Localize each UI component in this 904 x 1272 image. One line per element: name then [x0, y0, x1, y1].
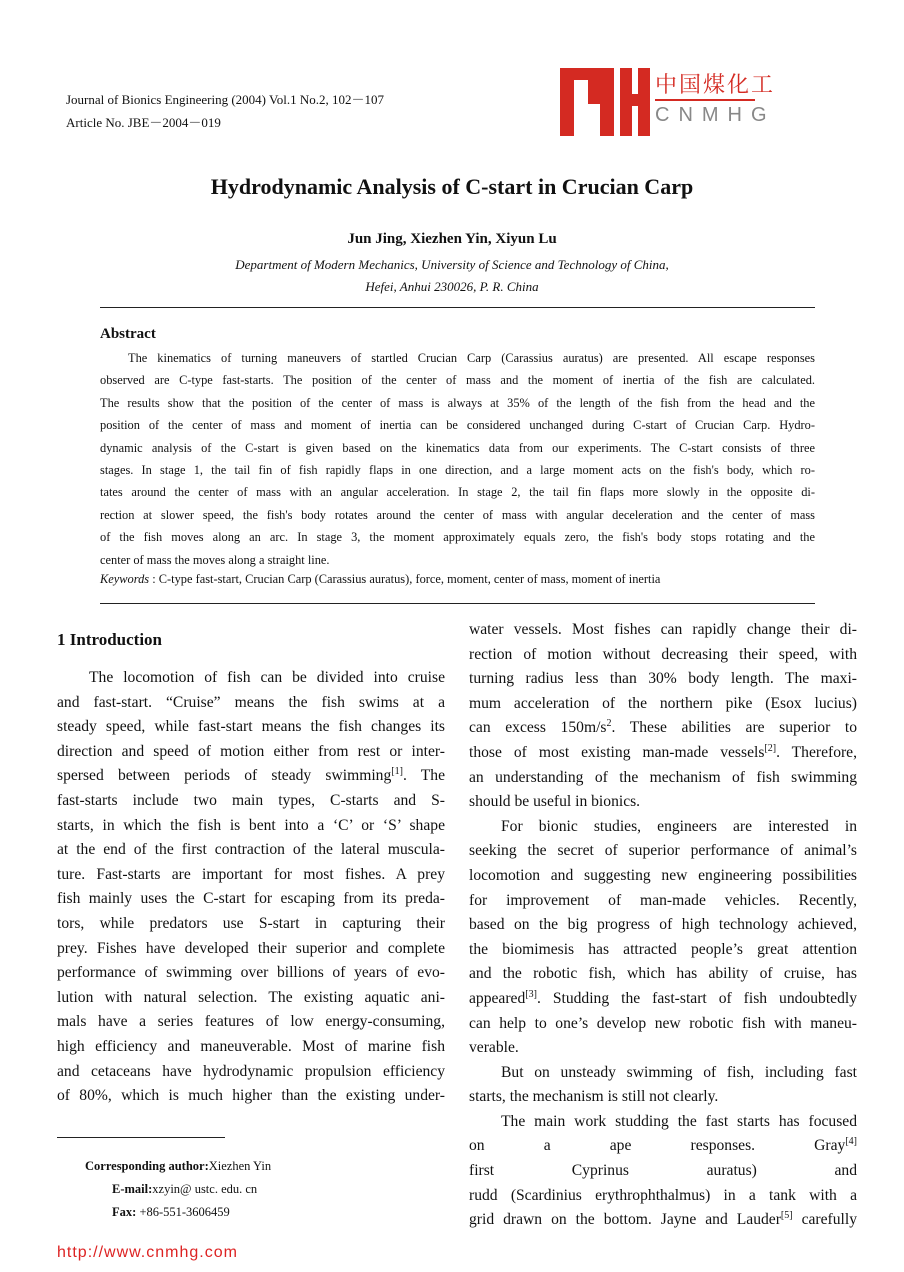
text-segment: starts, in which the fish is bent into a ‘C’ or ‘S’ shape: [57, 816, 445, 834]
text-segment: Cyprinus auratus) and: [571, 1162, 857, 1180]
fax-label: Fax:: [112, 1205, 137, 1219]
affiliation-line: Hefei, Anhui 230026, P. R. China: [365, 279, 539, 294]
keywords: [100, 572, 660, 587]
citation-superscript: [2]: [764, 742, 777, 754]
text-line: [57, 814, 445, 839]
text-segment: . Therefore,: [776, 743, 857, 761]
abstract-line: The kinematics of turning maneuvers of startled Crucian Carp (Carassius auratus) are presented. All escape responses: [128, 351, 815, 365]
text-segment: mum acceleration of the northern pike (Esox lucius): [469, 694, 857, 712]
article-number: Article No. JBE－2004－019: [66, 115, 221, 130]
email-label: E-mail:: [112, 1182, 153, 1196]
section-heading: 1 Introduction: [57, 630, 163, 649]
text-segment: on a: [469, 1137, 551, 1155]
citation-superscript: [5]: [780, 1210, 793, 1222]
text-line: [469, 938, 857, 963]
text-line: [57, 986, 445, 1011]
author-name: Xiezhen Yin: [208, 1159, 272, 1173]
text-segment: high efficiency and maneuverable. Most of marine fish: [57, 1037, 445, 1055]
authors: Jun Jing, Xiezhen Yin, Xiyun Lu: [347, 231, 557, 247]
text-line: [57, 715, 445, 740]
text-segment: mals have a series features of low energy-consuming,: [57, 1013, 445, 1031]
text-segment: seeking the secret of superior performance of animal’s: [469, 842, 857, 860]
text-segment: For bionic studies, engineers are interested in: [501, 817, 857, 835]
text-line: [469, 864, 857, 889]
text-line: [57, 912, 445, 937]
abstract-line: stages. In stage 1, the tail fin of fish rapidly flaps in one direction, and a large moment acts on the fish's body, which ro-: [100, 462, 815, 477]
cnmhg-logo: [560, 68, 860, 136]
text-segment: . These abilities are superior to: [611, 719, 857, 737]
text-line: [469, 839, 857, 864]
text-segment: appeared: [469, 989, 526, 1007]
text-segment: . The: [402, 767, 445, 785]
abstract-line: position of the center of mass and moment of inertia can be considered unchanged during C-start of Crucian Carp. Hydro-: [100, 418, 815, 433]
text-line: [469, 987, 857, 1012]
text-segment: fish mainly uses the C-start for escaping from its preda-: [57, 890, 445, 908]
text-line: [469, 913, 857, 938]
text-segment: for improvement of man-made vehicles. Recently,: [469, 891, 857, 909]
text-line: [469, 692, 857, 717]
text-line: [469, 1208, 857, 1233]
text-line: [57, 1060, 445, 1085]
text-segment: steady speed, while fast-start means the fish changes its: [57, 718, 445, 736]
text-segment: and fast-start. “Cruise” means the fish swims at a: [57, 693, 445, 711]
text-segment: spersed between periods of steady swimming: [57, 767, 392, 785]
text-segment: verable.: [469, 1039, 519, 1057]
text-segment: turning radius less than 30% body length. The maxi-: [469, 670, 857, 688]
abstract-line: dynamic analysis of the C-start is given based on the kinematics data from our experiments. The C-start consists of three: [100, 440, 815, 455]
text-line: [57, 1084, 445, 1109]
journal-citation: Journal of Bionics Engineering (2004) Vol.1 No.2, 102－107: [66, 92, 384, 107]
text-line: [469, 790, 857, 815]
text-segment: prey. Fishes have developed their superior and complete: [57, 939, 445, 957]
citation-superscript: [4]: [845, 1136, 857, 1148]
text-line: [469, 667, 857, 692]
text-segment: lution with natural selection. The existing aquatic ani-: [57, 988, 445, 1006]
divider: [100, 307, 815, 308]
abstract-line: center of mass the moves along a straight line.: [100, 552, 330, 567]
text-line: [57, 838, 445, 863]
text-segment: locomotion and suggesting new engineering possibilities: [469, 866, 857, 884]
text-line: [57, 863, 445, 888]
text-line: [469, 1134, 857, 1159]
text-line: [469, 766, 857, 791]
text-segment: The locomotion of fish can be divided into cruise: [89, 669, 445, 686]
citation-superscript: [1]: [391, 766, 403, 778]
text-segment: and cetaceans have hydrodynamic propulsion efficiency: [57, 1062, 445, 1080]
text-line: [57, 1035, 445, 1060]
text-line: [57, 789, 445, 814]
text-line: [57, 937, 445, 962]
text-segment: direction and speed of motion either from rest or inter-: [57, 742, 445, 760]
text-segment: water vessels. Most fishes can rapidly change their di-: [469, 621, 857, 638]
text-segment: carefully: [792, 1211, 857, 1229]
divider: [100, 603, 815, 604]
text-line: [469, 1159, 857, 1184]
text-segment: first: [469, 1162, 495, 1180]
text-line: [469, 1184, 857, 1209]
text-segment: the biomimesis has attracted people’s great attention: [469, 940, 857, 958]
text-line: [469, 1061, 857, 1086]
text-segment: But on unsteady swimming of fish, including fast: [501, 1063, 857, 1081]
text-line: [57, 764, 445, 789]
text-segment: The main work studding the fast starts has focused: [501, 1112, 857, 1130]
text-segment: can excess 150m/s: [469, 719, 607, 737]
text-segment: . Studding the fast-start of fish undoubtedly: [536, 989, 857, 1007]
text-line: [57, 740, 445, 765]
text-line: [469, 643, 857, 668]
watermark-url: http://www.cnmhg.com: [57, 1244, 238, 1261]
text-line: [469, 1085, 857, 1110]
text-line: [469, 1110, 857, 1135]
text-segment: rudd (Scardinius erythrophthalmus) in a tank with a: [469, 1186, 857, 1204]
abstract-line: observed are C-type fast-starts. The position of the center of mass and the moment of inertia of the fish are calculated.: [100, 373, 815, 388]
text-segment: can help to one’s develop new robotic fish with maneu-: [469, 1014, 857, 1032]
abstract-heading: Abstract: [100, 326, 156, 342]
text-segment: starts, the mechanism is still not clearly.: [469, 1088, 719, 1106]
footnote-rule: [57, 1137, 225, 1138]
text-segment: rection of motion without decreasing their speed, with: [469, 645, 857, 663]
text-line: [469, 618, 857, 643]
left-column: [57, 666, 445, 1109]
fax: +86-551-3606459: [139, 1205, 230, 1219]
text-segment: should be useful in bionics.: [469, 793, 641, 811]
text-line: [57, 666, 445, 691]
email: xzyin@ ustc. edu. cn: [152, 1182, 258, 1196]
keywords-text: : C-type fast-start, Crucian Carp (Carassius auratus), force, moment, center of mass, moment of inertia: [152, 572, 661, 586]
abstract-line: of the fish moves along an arc. In stage 3, the moment approximately equals zero, the fish's body stops rotating and the: [100, 530, 815, 545]
text-line: [469, 1012, 857, 1037]
author-label: Corresponding author:: [85, 1159, 209, 1173]
text-line: [469, 741, 857, 766]
right-column: [469, 618, 857, 1233]
text-segment: tors, while predators use S-start in capturing their: [57, 914, 445, 932]
text-segment: those of most existing man-made vessels: [469, 743, 765, 761]
text-line: [469, 962, 857, 987]
text-segment: at the end of the first contraction of the lateral muscula-: [57, 841, 445, 859]
footnote: [85, 1155, 271, 1224]
abstract-line: tates around the center of mass with an angular acceleration. In stage 2, the tail fin flaps more slowly in the opposite di-: [100, 485, 815, 500]
text-line: [57, 1010, 445, 1035]
abstract-line: The results show that the position of the center of mass is always at 35% of the length of the fish from the head and the: [100, 395, 815, 410]
paper-title: Hydrodynamic Analysis of C-start in Crucian Carp: [210, 174, 694, 199]
text-segment: grid drawn on the bottom. Jayne and Lauder: [469, 1211, 781, 1229]
affiliation-line: Department of Modern Mechanics, University of Science and Technology of China,: [235, 257, 669, 272]
text-line: [469, 815, 857, 840]
text-segment: an understanding of the mechanism of fish swimming: [469, 768, 857, 786]
keywords-label: Keywords: [100, 572, 150, 586]
text-segment: ape responses. Gray: [609, 1137, 846, 1155]
text-line: [469, 716, 857, 741]
text-segment: performance of swimming over billions of years of evo-: [57, 964, 445, 982]
text-line: [57, 961, 445, 986]
text-segment: fast-starts include two main types, C-starts and S-: [57, 791, 445, 809]
text-line: [57, 691, 445, 716]
logo-chinese-text: 中国煤化工: [655, 73, 776, 98]
text-segment: and the robotic fish, which has ability of cruise, has: [469, 965, 857, 983]
text-segment: ture. Fast-starts are important for most fishes. A prey: [57, 865, 445, 883]
text-line: [469, 889, 857, 914]
text-segment: based on the big progress of high technology achieved,: [469, 916, 857, 934]
citation-superscript: 2: [606, 718, 612, 730]
text-line: [469, 1036, 857, 1061]
text-segment: of 80%, which is much higher than the existing under-: [57, 1087, 445, 1105]
logo-english-text: CNMHG: [655, 104, 776, 126]
abstract-line: rection at slower speed, the fish's body rotates around the center of mass with angular deceleration and the center of mass: [100, 507, 815, 522]
citation-superscript: [3]: [525, 988, 537, 1000]
abstract-body: [100, 347, 815, 571]
text-line: [57, 887, 445, 912]
